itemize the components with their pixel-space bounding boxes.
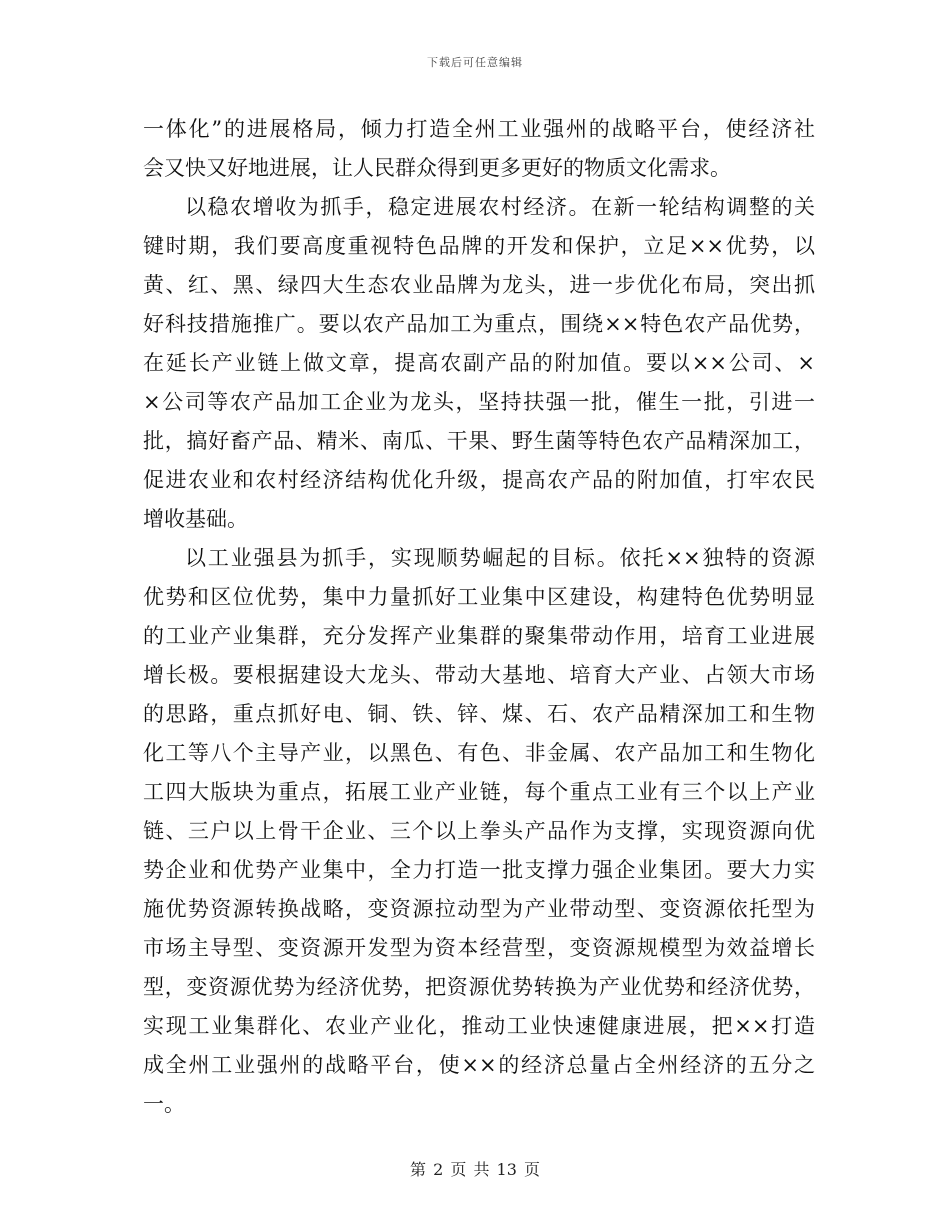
- paragraph: [143, 110, 815, 188]
- text-line: 优势和区位优势，集中力量抓好工业集中区建设，构建特色优势明显: [143, 585, 815, 609]
- page-number: 第 2 页 共 13 页: [410, 1160, 540, 1179]
- text-line: 实现工业集群化、农业产业化，推动工业快速健康进展，把××打造: [143, 1014, 815, 1038]
- text-line: 施优势资源转换战略，变资源拉动型为产业带动型、变资源依托型为: [143, 897, 815, 921]
- text-line: 型，变资源优势为经济优势，把资源优势转换为产业优势和经济优势，: [143, 975, 815, 999]
- document-body: [143, 110, 815, 1124]
- text-line: 增长极。要根据建设大龙头、带动大基地、培育大产业、占领大市场: [143, 663, 815, 687]
- text-line: 批，搞好畜产品、精米、南瓜、干果、野生菌等特色农产品精深加工，: [143, 429, 815, 453]
- text-line: 市场主导型、变资源开发型为资本经营型，变资源规模型为效益增长: [143, 936, 815, 960]
- text-line: 键时期，我们要高度重视特色品牌的开发和保护，立足××优势，以: [143, 234, 815, 258]
- text-line: 工四大版块为重点，拓展工业产业链，每个重点工业有三个以上产业: [143, 780, 815, 804]
- paragraph: [143, 539, 815, 1124]
- page-header: 下载后可任意编辑: [427, 56, 523, 69]
- text-line: 成全州工业强州的战略平台，使××的经济总量占全州经济的五分之: [143, 1053, 815, 1077]
- text-line: 增收基础。: [143, 507, 248, 531]
- text-line: 在延长产业链上做文章，提高农副产品的附加值。要以××公司、×: [143, 351, 815, 375]
- text-line: 促进农业和农村经济结构优化升级，提高农产品的附加值，打牢农民: [143, 468, 815, 492]
- text-line: 化工等八个主导产业，以黑色、有色、非金属、农产品加工和生物化: [143, 741, 815, 765]
- text-line: 以稳农增收为抓手，稳定进展农村经济。在新一轮结构调整的关: [185, 195, 815, 219]
- text-line: ×公司等农产品加工企业为龙头，坚持扶强一批，催生一批，引进一: [143, 390, 815, 414]
- text-line: 一。: [143, 1092, 185, 1116]
- text-line: 势企业和优势产业集中，全力打造一批支撑力强企业集团。要大力实: [143, 858, 815, 882]
- text-line: 的工业产业集群，充分发挥产业集群的聚集带动作用，培育工业进展: [143, 624, 815, 648]
- text-line: 会又快又好地进展，让人民群众得到更多更好的物质文化需求。: [143, 156, 731, 180]
- text-line: 黄、红、黑、绿四大生态农业品牌为龙头，进一步优化布局，突出抓: [143, 273, 815, 297]
- paragraph: [143, 188, 815, 539]
- text-line: 以工业强县为抓手，实现顺势崛起的目标。依托××独特的资源: [185, 546, 815, 570]
- text-line: 一体化”的进展格局，倾力打造全州工业强州的战略平台，使经济社: [143, 117, 815, 141]
- text-line: 链、三户以上骨干企业、三个以上拳头产品作为支撑，实现资源向优: [143, 819, 815, 843]
- text-line: 好科技措施推广。要以农产品加工为重点，围绕××特色农产品优势，: [143, 312, 815, 336]
- text-line: 的思路，重点抓好电、铜、铁、锌、煤、石、农产品精深加工和生物: [143, 702, 815, 726]
